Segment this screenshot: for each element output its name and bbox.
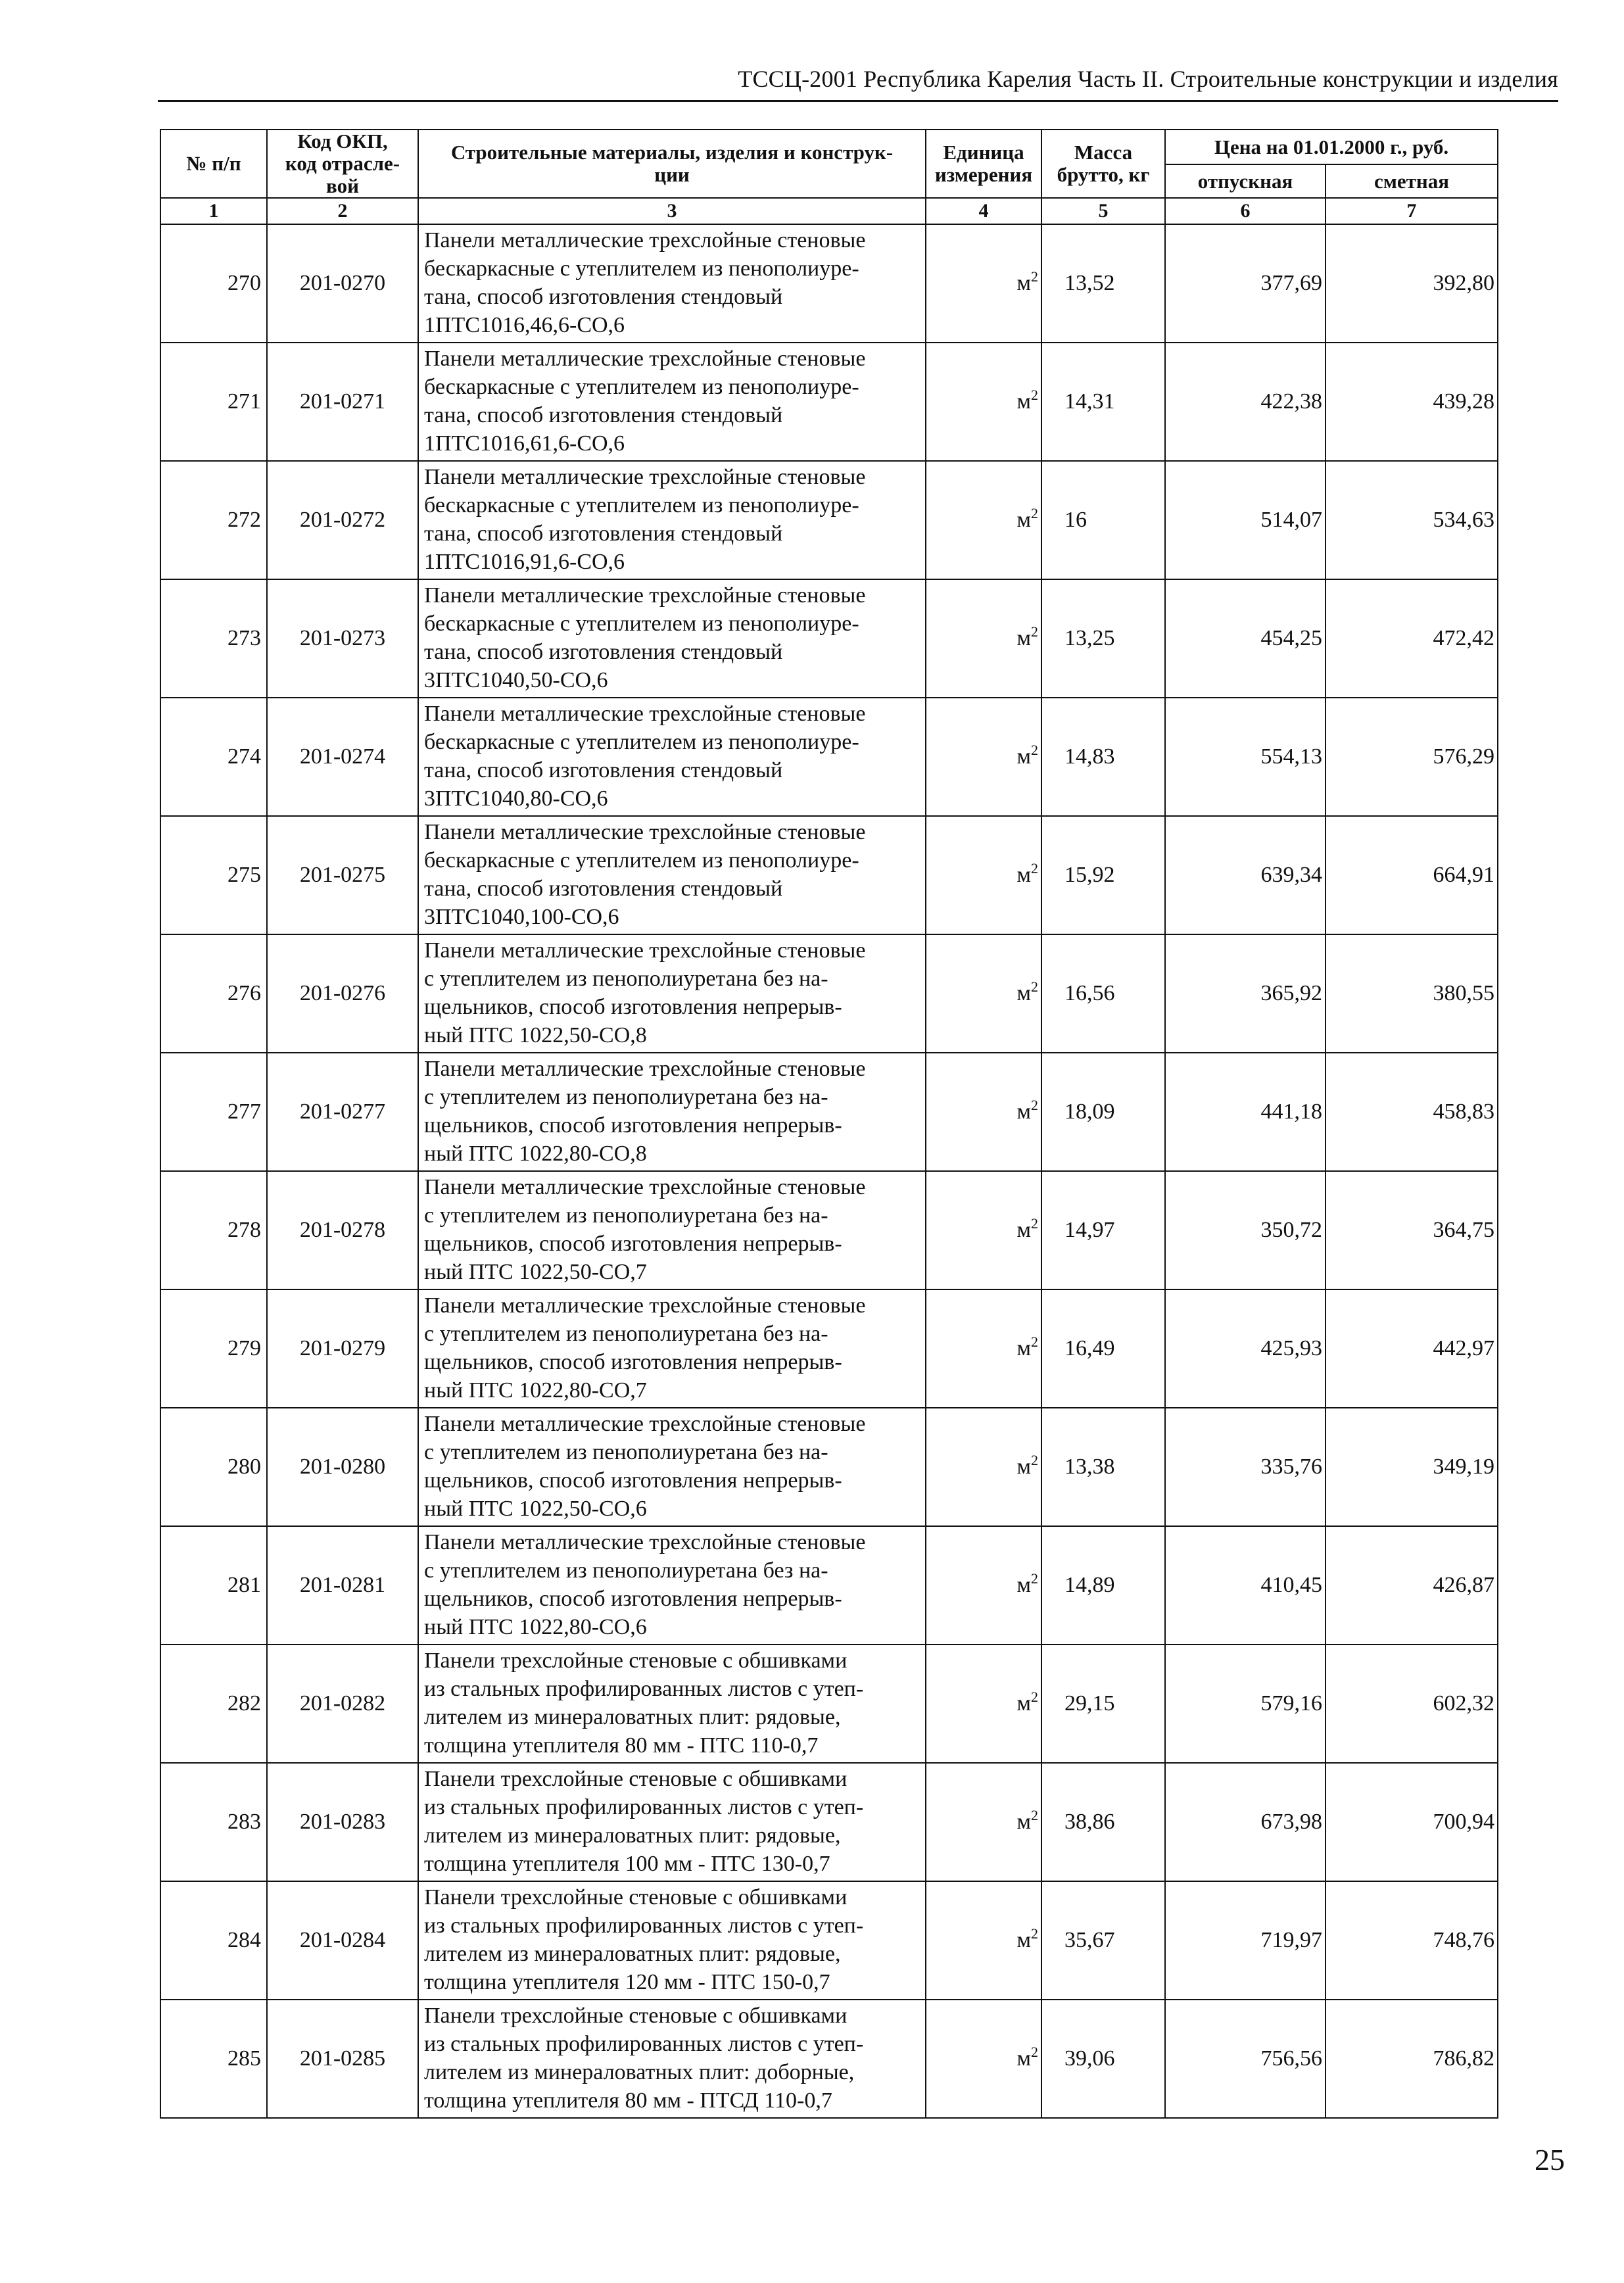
row-release-price: 554,13 xyxy=(1165,698,1325,816)
row-release-price: 454,25 xyxy=(1165,579,1325,698)
row-estimate-price: 602,32 xyxy=(1325,1645,1498,1763)
unit-text: м xyxy=(1016,1336,1031,1360)
row-estimate-price: 576,29 xyxy=(1325,698,1498,816)
description-line: бескаркасные с утеплителем из пенополиуре- xyxy=(424,848,859,873)
description-line: Панели трехслойные стеновые с обшивками xyxy=(424,1767,848,1791)
unit-text: м xyxy=(1016,1810,1031,1834)
row-index: 284 xyxy=(160,1881,267,2000)
row-unit xyxy=(926,1881,1041,2000)
unit-text: м xyxy=(1016,981,1031,1005)
row-index: 279 xyxy=(160,1289,267,1408)
table-row xyxy=(160,1526,1498,1645)
description-line: Панели металлические трехслойные стеновые xyxy=(424,465,866,489)
row-description xyxy=(418,1171,926,1289)
row-unit xyxy=(926,2000,1041,2118)
column-number: 4 xyxy=(926,198,1041,224)
row-mass: 14,97 xyxy=(1041,1171,1165,1289)
table-row xyxy=(160,1053,1498,1171)
unit-exponent: 2 xyxy=(1031,742,1038,758)
row-code: 201-0284 xyxy=(267,1881,418,2000)
header-code-line: Код ОКП, xyxy=(297,130,388,153)
description-line: бескаркасные с утеплителем из пенополиуре- xyxy=(424,730,859,754)
row-code: 201-0274 xyxy=(267,698,418,816)
description-line: бескаркасные с утеплителем из пенополиуре- xyxy=(424,493,859,517)
description-line: из стальных профилированных листов с утеп- xyxy=(424,1795,864,1819)
description-line: лителем из минераловатных плит: рядовые, xyxy=(424,1823,841,1848)
column-number: 3 xyxy=(418,198,926,224)
row-index: 274 xyxy=(160,698,267,816)
column-number: 1 xyxy=(160,198,267,224)
description-line: толщина утеплителя 80 мм - ПТСД 110-0,7 xyxy=(424,2088,832,2113)
header-release-price: отпускная xyxy=(1165,164,1325,198)
row-index: 285 xyxy=(160,2000,267,2118)
row-estimate-price: 786,82 xyxy=(1325,2000,1498,2118)
row-description xyxy=(418,1881,926,2000)
row-mass: 38,86 xyxy=(1041,1763,1165,1881)
row-description xyxy=(418,343,926,461)
row-code: 201-0283 xyxy=(267,1763,418,1881)
row-unit xyxy=(926,461,1041,579)
unit-text: м xyxy=(1016,744,1031,769)
header-description-line: ции xyxy=(654,163,690,186)
row-estimate-price: 380,55 xyxy=(1325,934,1498,1053)
description-line: из стальных профилированных листов с утеп- xyxy=(424,2032,864,2056)
description-line: 3ПТС1040,80-СО,6 xyxy=(424,786,608,811)
unit-exponent: 2 xyxy=(1031,2044,1038,2060)
row-description xyxy=(418,1053,926,1171)
description-line: тана, способ изготовления стендовый xyxy=(424,640,783,664)
table-row xyxy=(160,1645,1498,1763)
header-unit-line: измерения xyxy=(934,163,1033,186)
header-description-line: Строительные материалы, изделия и конструк- xyxy=(450,141,894,164)
unit-exponent: 2 xyxy=(1031,505,1038,521)
row-unit xyxy=(926,1053,1041,1171)
row-unit xyxy=(926,1171,1041,1289)
description-line: толщина утеплителя 120 мм - ПТС 150-0,7 xyxy=(424,1970,830,1994)
unit-text: м xyxy=(1016,863,1031,887)
row-estimate-price: 748,76 xyxy=(1325,1881,1498,2000)
description-line: Панели трехслойные стеновые с обшивками xyxy=(424,2004,848,2028)
unit-exponent: 2 xyxy=(1031,1452,1038,1468)
row-mass: 14,31 xyxy=(1041,343,1165,461)
row-code: 201-0282 xyxy=(267,1645,418,1763)
row-description xyxy=(418,1763,926,1881)
table-row xyxy=(160,1289,1498,1408)
row-mass: 29,15 xyxy=(1041,1645,1165,1763)
description-line: бескаркасные с утеплителем из пенополиуре- xyxy=(424,256,859,281)
unit-text: м xyxy=(1016,271,1031,295)
row-release-price: 422,38 xyxy=(1165,343,1325,461)
page-number: 25 xyxy=(1535,2143,1565,2176)
row-index: 278 xyxy=(160,1171,267,1289)
row-unit xyxy=(926,1526,1041,1645)
description-line: 3ПТС1040,50-СО,6 xyxy=(424,668,608,692)
unit-text: м xyxy=(1016,389,1031,414)
row-estimate-price: 458,83 xyxy=(1325,1053,1498,1171)
row-estimate-price: 364,75 xyxy=(1325,1171,1498,1289)
row-mass: 18,09 xyxy=(1041,1053,1165,1171)
row-code: 201-0273 xyxy=(267,579,418,698)
row-description xyxy=(418,2000,926,2118)
row-index: 272 xyxy=(160,461,267,579)
header-code xyxy=(267,130,418,198)
unit-exponent: 2 xyxy=(1031,978,1038,995)
unit-text: м xyxy=(1016,1454,1031,1479)
row-description xyxy=(418,461,926,579)
row-code: 201-0280 xyxy=(267,1408,418,1526)
row-unit xyxy=(926,579,1041,698)
row-unit xyxy=(926,1645,1041,1763)
column-number: 7 xyxy=(1325,198,1498,224)
header-mass-line: Масса xyxy=(1074,141,1133,164)
column-number: 5 xyxy=(1041,198,1165,224)
row-code: 201-0279 xyxy=(267,1289,418,1408)
description-line: Панели металлические трехслойные стеновые xyxy=(424,1057,866,1081)
description-line: из стальных профилированных листов с утеп- xyxy=(424,1913,864,1938)
row-release-price: 441,18 xyxy=(1165,1053,1325,1171)
row-code: 201-0277 xyxy=(267,1053,418,1171)
row-description xyxy=(418,224,926,343)
description-line: Панели металлические трехслойные стеновые xyxy=(424,702,866,726)
unit-text: м xyxy=(1016,1573,1031,1597)
description-line: тана, способ изготовления стендовый xyxy=(424,877,783,901)
unit-exponent: 2 xyxy=(1031,1689,1038,1705)
row-mass: 13,38 xyxy=(1041,1408,1165,1526)
row-release-price: 350,72 xyxy=(1165,1171,1325,1289)
row-index: 283 xyxy=(160,1763,267,1881)
row-index: 277 xyxy=(160,1053,267,1171)
unit-exponent: 2 xyxy=(1031,1925,1038,1942)
column-number: 2 xyxy=(267,198,418,224)
description-line: Панели металлические трехслойные стеновые xyxy=(424,938,866,963)
row-mass: 15,92 xyxy=(1041,816,1165,934)
column-number: 6 xyxy=(1165,198,1325,224)
row-estimate-price: 439,28 xyxy=(1325,343,1498,461)
table-body xyxy=(160,224,1498,2118)
row-description xyxy=(418,1289,926,1408)
description-line: толщина утеплителя 80 мм - ПТС 110-0,7 xyxy=(424,1733,819,1758)
row-description xyxy=(418,1408,926,1526)
description-line: толщина утеплителя 100 мм - ПТС 130-0,7 xyxy=(424,1852,830,1876)
row-index: 270 xyxy=(160,224,267,343)
description-line: ный ПТС 1022,80-СО,7 xyxy=(424,1378,647,1403)
row-description xyxy=(418,579,926,698)
unit-exponent: 2 xyxy=(1031,623,1038,640)
header-description xyxy=(418,130,926,198)
unit-text: м xyxy=(1016,1691,1031,1716)
description-line: с утеплителем из пенополиуретана без на- xyxy=(424,1203,828,1228)
row-mass: 39,06 xyxy=(1041,2000,1165,2118)
description-line: лителем из минераловатных плит: рядовые, xyxy=(424,1705,841,1729)
row-release-price: 377,69 xyxy=(1165,224,1325,343)
row-release-price: 514,07 xyxy=(1165,461,1325,579)
row-description xyxy=(418,934,926,1053)
description-line: Панели металлические трехслойные стеновые xyxy=(424,583,866,608)
table-row xyxy=(160,343,1498,461)
row-estimate-price: 349,19 xyxy=(1325,1408,1498,1526)
table-row xyxy=(160,461,1498,579)
row-release-price: 756,56 xyxy=(1165,2000,1325,2118)
row-release-price: 365,92 xyxy=(1165,934,1325,1053)
unit-exponent: 2 xyxy=(1031,1215,1038,1232)
unit-text: м xyxy=(1016,508,1031,532)
row-estimate-price: 700,94 xyxy=(1325,1763,1498,1881)
header-price-group: Цена на 01.01.2000 г., руб. xyxy=(1165,130,1498,164)
row-mass: 14,89 xyxy=(1041,1526,1165,1645)
description-line: щельников, способ изготовления непрерыв- xyxy=(424,1232,842,1256)
unit-text: м xyxy=(1016,2046,1031,2071)
row-mass: 16,56 xyxy=(1041,934,1165,1053)
description-line: 3ПТС1040,100-СО,6 xyxy=(424,905,619,929)
row-mass: 35,67 xyxy=(1041,1881,1165,2000)
row-release-price: 673,98 xyxy=(1165,1763,1325,1881)
description-line: лителем из минераловатных плит: рядовые, xyxy=(424,1942,841,1966)
header-code-line: код отрасле- xyxy=(285,152,400,175)
header-estimate-price: сметная xyxy=(1325,164,1498,198)
header-mass xyxy=(1041,130,1165,198)
row-unit xyxy=(926,343,1041,461)
row-code: 201-0281 xyxy=(267,1526,418,1645)
row-description xyxy=(418,698,926,816)
description-line: щельников, способ изготовления непрерыв- xyxy=(424,1113,842,1138)
row-estimate-price: 664,91 xyxy=(1325,816,1498,934)
row-release-price: 335,76 xyxy=(1165,1408,1325,1526)
description-line: ный ПТС 1022,80-СО,6 xyxy=(424,1615,647,1639)
description-line: щельников, способ изготовления непрерыв- xyxy=(424,1350,842,1374)
row-mass: 13,25 xyxy=(1041,579,1165,698)
unit-text: м xyxy=(1016,626,1031,650)
row-unit xyxy=(926,224,1041,343)
description-line: бескаркасные с утеплителем из пенополиуре- xyxy=(424,612,859,636)
header-code-line: вой xyxy=(326,174,359,197)
header-unit xyxy=(926,130,1041,198)
description-line: бескаркасные с утеплителем из пенополиуре- xyxy=(424,375,859,399)
description-line: 1ПТС1016,61,6-СО,6 xyxy=(424,431,625,456)
row-unit xyxy=(926,1763,1041,1881)
description-line: с утеплителем из пенополиуретана без на- xyxy=(424,967,828,991)
row-mass: 13,52 xyxy=(1041,224,1165,343)
row-index: 273 xyxy=(160,579,267,698)
unit-exponent: 2 xyxy=(1031,1570,1038,1587)
row-release-price: 579,16 xyxy=(1165,1645,1325,1763)
price-table xyxy=(160,129,1498,2119)
row-index: 276 xyxy=(160,934,267,1053)
row-code: 201-0285 xyxy=(267,2000,418,2118)
unit-text: м xyxy=(1016,1928,1031,1952)
row-mass: 16 xyxy=(1041,461,1165,579)
description-line: Панели металлические трехслойные стеновые xyxy=(424,347,866,371)
description-line: 1ПТС1016,91,6-СО,6 xyxy=(424,550,625,574)
row-description xyxy=(418,1645,926,1763)
description-line: Панели металлические трехслойные стеновые xyxy=(424,228,866,252)
row-estimate-price: 534,63 xyxy=(1325,461,1498,579)
table-row xyxy=(160,224,1498,343)
row-estimate-price: 442,97 xyxy=(1325,1289,1498,1408)
table-row xyxy=(160,934,1498,1053)
row-estimate-price: 392,80 xyxy=(1325,224,1498,343)
row-index: 282 xyxy=(160,1645,267,1763)
row-code: 201-0272 xyxy=(267,461,418,579)
description-line: ный ПТС 1022,50-СО,8 xyxy=(424,1023,647,1047)
description-line: ный ПТС 1022,50-СО,6 xyxy=(424,1497,647,1521)
table-row xyxy=(160,1763,1498,1881)
table-row xyxy=(160,579,1498,698)
unit-exponent: 2 xyxy=(1031,387,1038,403)
description-line: Панели металлические трехслойные стеновые xyxy=(424,820,866,844)
description-line: Панели металлические трехслойные стеновые xyxy=(424,1412,866,1436)
description-line: с утеплителем из пенополиуретана без на- xyxy=(424,1440,828,1464)
row-release-price: 410,45 xyxy=(1165,1526,1325,1645)
row-description xyxy=(418,816,926,934)
description-line: с утеплителем из пенополиуретана без на- xyxy=(424,1322,828,1346)
unit-exponent: 2 xyxy=(1031,860,1038,877)
description-line: 1ПТС1016,46,6-СО,6 xyxy=(424,313,625,337)
running-header: ТССЦ-2001 Республика Карелия Часть II. Строительные конструкции и изделия xyxy=(738,66,1558,92)
description-line: лителем из минераловатных плит: доборные, xyxy=(424,2060,855,2084)
row-unit xyxy=(926,698,1041,816)
row-unit xyxy=(926,816,1041,934)
row-release-price: 425,93 xyxy=(1165,1289,1325,1408)
header-index: № п/п xyxy=(160,130,267,198)
table-row xyxy=(160,1171,1498,1289)
description-line: Панели металлические трехслойные стеновые xyxy=(424,1175,866,1199)
description-line: Панели металлические трехслойные стеновые xyxy=(424,1293,866,1318)
description-line: ный ПТС 1022,50-СО,7 xyxy=(424,1260,647,1284)
row-mass: 14,83 xyxy=(1041,698,1165,816)
unit-text: м xyxy=(1016,1099,1031,1124)
table-row xyxy=(160,698,1498,816)
description-line: щельников, способ изготовления непрерыв- xyxy=(424,1468,842,1493)
header-rule xyxy=(158,100,1558,102)
unit-exponent: 2 xyxy=(1031,1807,1038,1823)
description-line: с утеплителем из пенополиуретана без на- xyxy=(424,1558,828,1583)
description-line: Панели металлические трехслойные стеновые xyxy=(424,1530,866,1554)
description-line: ный ПТС 1022,80-СО,8 xyxy=(424,1142,647,1166)
unit-exponent: 2 xyxy=(1031,268,1038,285)
description-line: тана, способ изготовления стендовый xyxy=(424,758,783,782)
description-line: тана, способ изготовления стендовый xyxy=(424,403,783,427)
row-code: 201-0275 xyxy=(267,816,418,934)
row-index: 275 xyxy=(160,816,267,934)
row-code: 201-0276 xyxy=(267,934,418,1053)
table-row xyxy=(160,816,1498,934)
row-estimate-price: 426,87 xyxy=(1325,1526,1498,1645)
row-mass: 16,49 xyxy=(1041,1289,1165,1408)
description-line: Панели трехслойные стеновые с обшивками xyxy=(424,1648,848,1673)
table-row xyxy=(160,1408,1498,1526)
row-code: 201-0271 xyxy=(267,343,418,461)
row-code: 201-0270 xyxy=(267,224,418,343)
row-unit xyxy=(926,1289,1041,1408)
row-index: 271 xyxy=(160,343,267,461)
row-unit xyxy=(926,1408,1041,1526)
row-code: 201-0278 xyxy=(267,1171,418,1289)
unit-exponent: 2 xyxy=(1031,1097,1038,1113)
row-unit xyxy=(926,934,1041,1053)
row-index: 280 xyxy=(160,1408,267,1526)
description-line: Панели трехслойные стеновые с обшивками xyxy=(424,1885,848,1910)
description-line: щельников, способ изготовления непрерыв- xyxy=(424,1587,842,1611)
header-unit-line: Единица xyxy=(943,141,1024,164)
description-line: тана, способ изготовления стендовый xyxy=(424,285,783,309)
row-index: 281 xyxy=(160,1526,267,1645)
description-line: тана, способ изготовления стендовый xyxy=(424,521,783,546)
table-row xyxy=(160,2000,1498,2118)
row-release-price: 639,34 xyxy=(1165,816,1325,934)
header-mass-line: брутто, кг xyxy=(1057,163,1150,186)
description-line: щельников, способ изготовления непрерыв- xyxy=(424,995,842,1019)
row-release-price: 719,97 xyxy=(1165,1881,1325,2000)
row-estimate-price: 472,42 xyxy=(1325,579,1498,698)
unit-exponent: 2 xyxy=(1031,1334,1038,1350)
unit-text: м xyxy=(1016,1218,1031,1242)
table-row xyxy=(160,1881,1498,2000)
row-description xyxy=(418,1526,926,1645)
description-line: с утеплителем из пенополиуретана без на- xyxy=(424,1085,828,1109)
description-line: из стальных профилированных листов с утеп- xyxy=(424,1677,864,1701)
